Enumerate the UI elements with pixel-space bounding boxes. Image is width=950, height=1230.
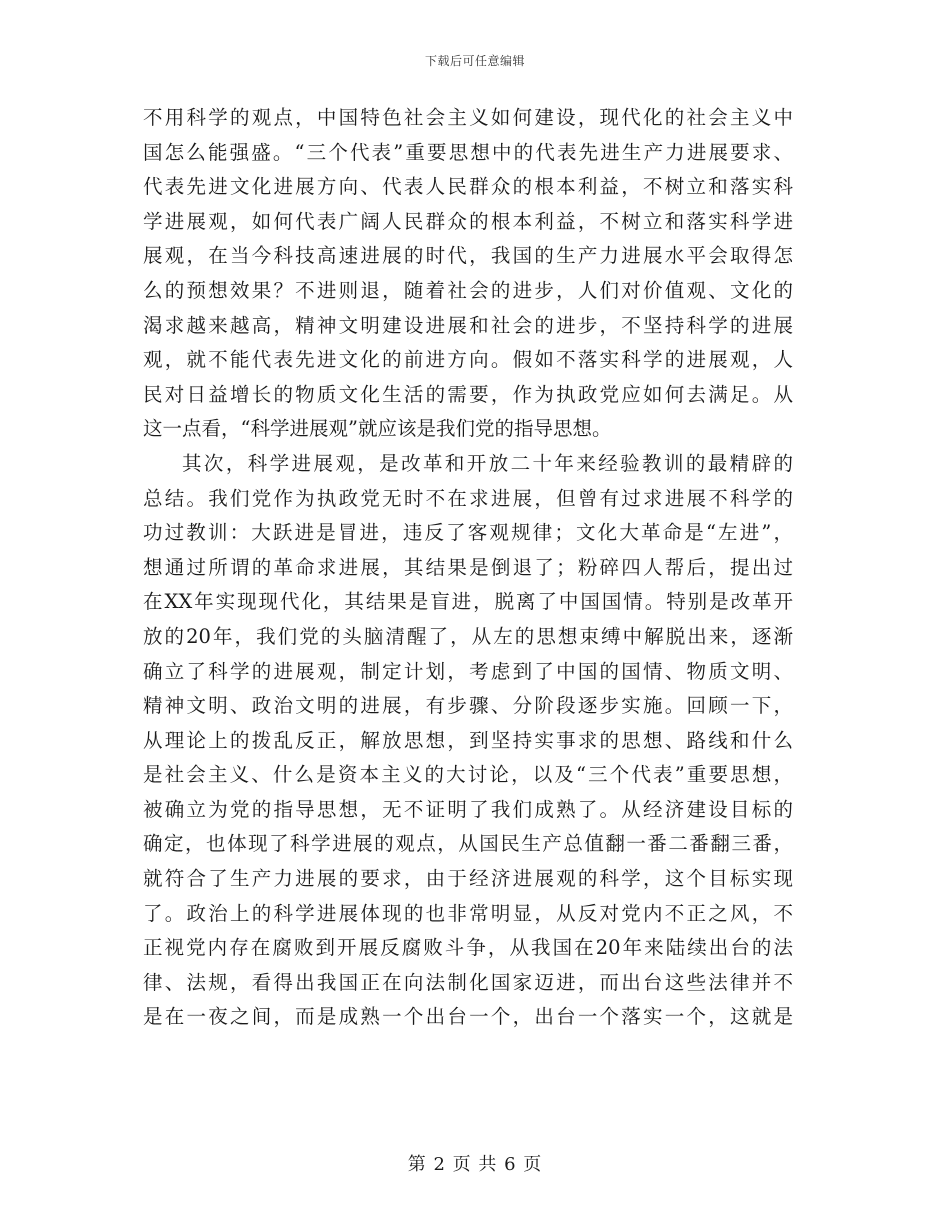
text-line: 从理论上的拨乱反正，解放思想，到坚持实事求的思想、路线和什么	[143, 728, 793, 752]
text-line: 在XX年实现现代化，其结果是盲进，脱离了中国国情。特别是改革开	[143, 590, 793, 614]
text-line: 律、法规，看得出我国正在向法制化国家迈进，而出台这些法律并不	[143, 970, 793, 994]
text-line: 精神文明、政治文明的进展，有步骤、分阶段逐步实施。回顾一下，	[143, 694, 793, 718]
text-line: 是社会主义、什么是资本主义的大讨论，以及“三个代表”重要思想，	[143, 763, 793, 787]
text-line: 了。政治上的科学进展体现的也非常明显，从反对党内不正之风，不	[143, 901, 793, 925]
text-line: 正视党内存在腐败到开展反腐败斗争，从我国在20年来陆续出台的法	[143, 936, 793, 960]
text-line: 被确立为党的指导思想，无不证明了我们成熟了。从经济建设目标的	[143, 797, 793, 821]
text-line: 渴求越来越高，精神文明建设进展和社会的进步，不坚持科学的进展	[143, 313, 793, 337]
body-text	[143, 101, 793, 1035]
text-line: 这一点看，“科学进展观”就应该是我们党的指导思想。	[143, 417, 612, 441]
text-line: 么的预想效果？不进则退，随着社会的进步，人们对价值观、文化的	[143, 278, 793, 302]
text-line: 功过教训：大跃进是冒进，违反了客观规律；文化大革命是“左进”，	[143, 521, 793, 545]
text-line: 放的20年，我们党的头脑清醒了，从左的思想束缚中解脱出来，逐渐	[143, 624, 793, 648]
text-line: 展观，在当今科技高速进展的时代，我国的生产力进展水平会取得怎	[143, 244, 793, 268]
text-line: 学进展观，如何代表广阔人民群众的根本利益，不树立和落实科学进	[143, 209, 793, 233]
text-line: 其次，科学进展观，是改革和开放二十年来经验教训的最精辟的	[182, 451, 793, 475]
text-line: 民对日益增长的物质文化生活的需要，作为执政党应如何去满足。从	[143, 382, 793, 406]
page-number: 第 2 页 共 6 页	[407, 1154, 543, 1175]
text-line: 就符合了生产力进展的要求，由于经济进展观的科学，这个目标实现	[143, 867, 793, 891]
text-line: 不用科学的观点，中国特色社会主义如何建设，现代化的社会主义中	[143, 106, 793, 129]
text-line: 国怎么能强盛。“三个代表”重要思想中的代表先进生产力进展要求、	[143, 140, 793, 164]
text-line: 观，就不能代表先进文化的前进方向。假如不落实科学的进展观，人	[143, 348, 793, 372]
text-line: 代表先进文化进展方向、代表人民群众的根本利益，不树立和落实科	[143, 175, 793, 199]
text-line: 总结。我们党作为执政党无时不在求进展，但曾有过求进展不科学的	[143, 486, 793, 510]
text-line: 想通过所谓的革命求进展，其结果是倒退了；粉碎四人帮后，提出过	[143, 555, 793, 579]
paragraph-1	[143, 101, 793, 447]
text-line: 确定，也体现了科学进展的观点，从国民生产总值翻一番二番翻三番，	[143, 832, 793, 856]
text-line: 是在一夜之间，而是成熟一个出台一个，出台一个落实一个，这就是	[143, 1005, 793, 1029]
page-header: 下载后可任意编辑	[424, 54, 525, 68]
paragraph-2	[143, 447, 793, 1035]
text-line: 确立了科学的进展观，制定计划，考虑到了中国的国情、物质文明、	[143, 659, 793, 683]
